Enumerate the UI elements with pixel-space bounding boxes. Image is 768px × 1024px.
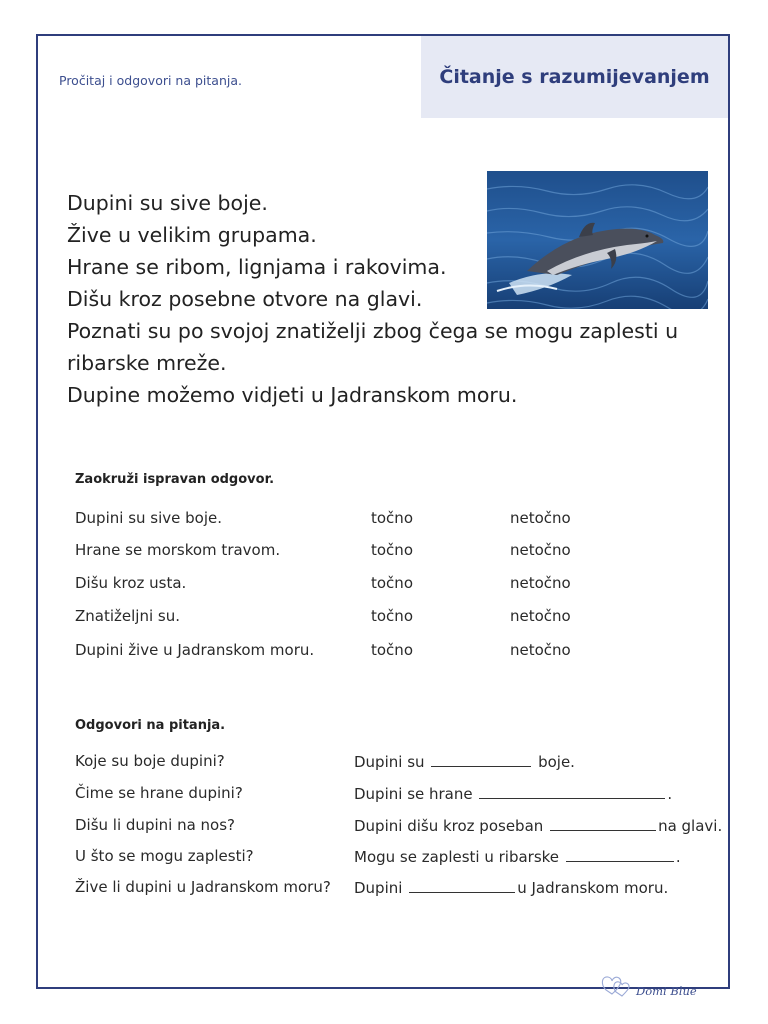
questions-instruction: Odgovori na pitanja.: [75, 718, 226, 733]
question-row: [75, 847, 735, 867]
true-false-row: [75, 574, 635, 594]
answer-before: Mogu se zaplesti u ribarske: [354, 848, 560, 866]
true-false-instruction: Zaokruži ispravan odgovor.: [75, 472, 275, 487]
reading-line: Hrane se ribom, lignjama i rakovima.: [67, 255, 447, 279]
answer-before: Dupini se hrane: [354, 785, 473, 803]
option-false[interactable]: netočno: [510, 541, 571, 559]
question-row: [75, 784, 735, 804]
brand-logo: [596, 970, 731, 1004]
reading-line: Dišu kroz posebne otvore na glavi.: [67, 287, 423, 311]
answer-blank[interactable]: [409, 878, 515, 893]
answer-blank[interactable]: [479, 784, 665, 799]
title-banner: [421, 36, 728, 118]
question: Čime se hrane dupini?: [75, 784, 243, 802]
answer-sentence: [354, 752, 575, 771]
reading-line: Dupini su sive boje.: [67, 191, 268, 215]
answer-after: boje.: [538, 753, 575, 771]
answer-after: u Jadranskom moru.: [517, 879, 669, 897]
statement: Znatiželjni su.: [75, 607, 180, 625]
statement: Dišu kroz usta.: [75, 574, 187, 592]
dolphin-image: [487, 171, 708, 309]
question-row: [75, 878, 735, 898]
option-false[interactable]: netočno: [510, 574, 571, 592]
option-true[interactable]: točno: [371, 509, 413, 527]
statement: Dupini su sive boje.: [75, 509, 222, 527]
reading-line: Dupine možemo vidjeti u Jadranskom moru.: [67, 383, 518, 407]
true-false-row: [75, 607, 635, 627]
option-true[interactable]: točno: [371, 641, 413, 659]
answer-sentence: [354, 847, 681, 866]
true-false-row: [75, 641, 635, 661]
reading-line: Žive u velikim grupama.: [67, 223, 317, 247]
option-false[interactable]: netočno: [510, 509, 571, 527]
question-row: [75, 816, 735, 836]
true-false-row: [75, 541, 635, 561]
question: Dišu li dupini na nos?: [75, 816, 235, 834]
question: Koje su boje dupini?: [75, 752, 225, 770]
answer-before: Dupini: [354, 879, 403, 897]
option-false[interactable]: netočno: [510, 641, 571, 659]
option-true[interactable]: točno: [371, 541, 413, 559]
option-true[interactable]: točno: [371, 574, 413, 592]
answer-sentence: [354, 816, 722, 835]
answer-before: Dupini su: [354, 753, 425, 771]
question-row: [75, 752, 735, 772]
answer-before: Dupini dišu kroz poseban: [354, 817, 544, 835]
answer-blank[interactable]: [550, 816, 656, 831]
answer-after: .: [667, 785, 673, 803]
worksheet-title: Čitanje s razumijevanjem: [439, 66, 710, 88]
answer-blank[interactable]: [431, 752, 531, 767]
true-false-row: [75, 509, 635, 529]
instruction-text: Pročitaj i odgovori na pitanja.: [59, 73, 242, 88]
answer-after: .: [675, 848, 681, 866]
statement: Dupini žive u Jadranskom moru.: [75, 641, 315, 659]
reading-line: Poznati su po svojoj znatiželji zbog čega se mogu zaplesti u ribarske mreže.: [67, 319, 679, 375]
logo-text: Domi Blue: [636, 984, 697, 998]
question: U što se mogu zaplesti?: [75, 847, 254, 865]
answer-sentence: [354, 784, 672, 803]
option-true[interactable]: točno: [371, 607, 413, 625]
answer-blank[interactable]: [566, 847, 674, 862]
statement: Hrane se morskom travom.: [75, 541, 281, 559]
option-false[interactable]: netočno: [510, 607, 571, 625]
dolphin-photo: [487, 171, 708, 309]
answer-after: na glavi.: [658, 817, 723, 835]
question: Žive li dupini u Jadranskom moru?: [75, 878, 331, 896]
answer-sentence: [354, 878, 668, 897]
